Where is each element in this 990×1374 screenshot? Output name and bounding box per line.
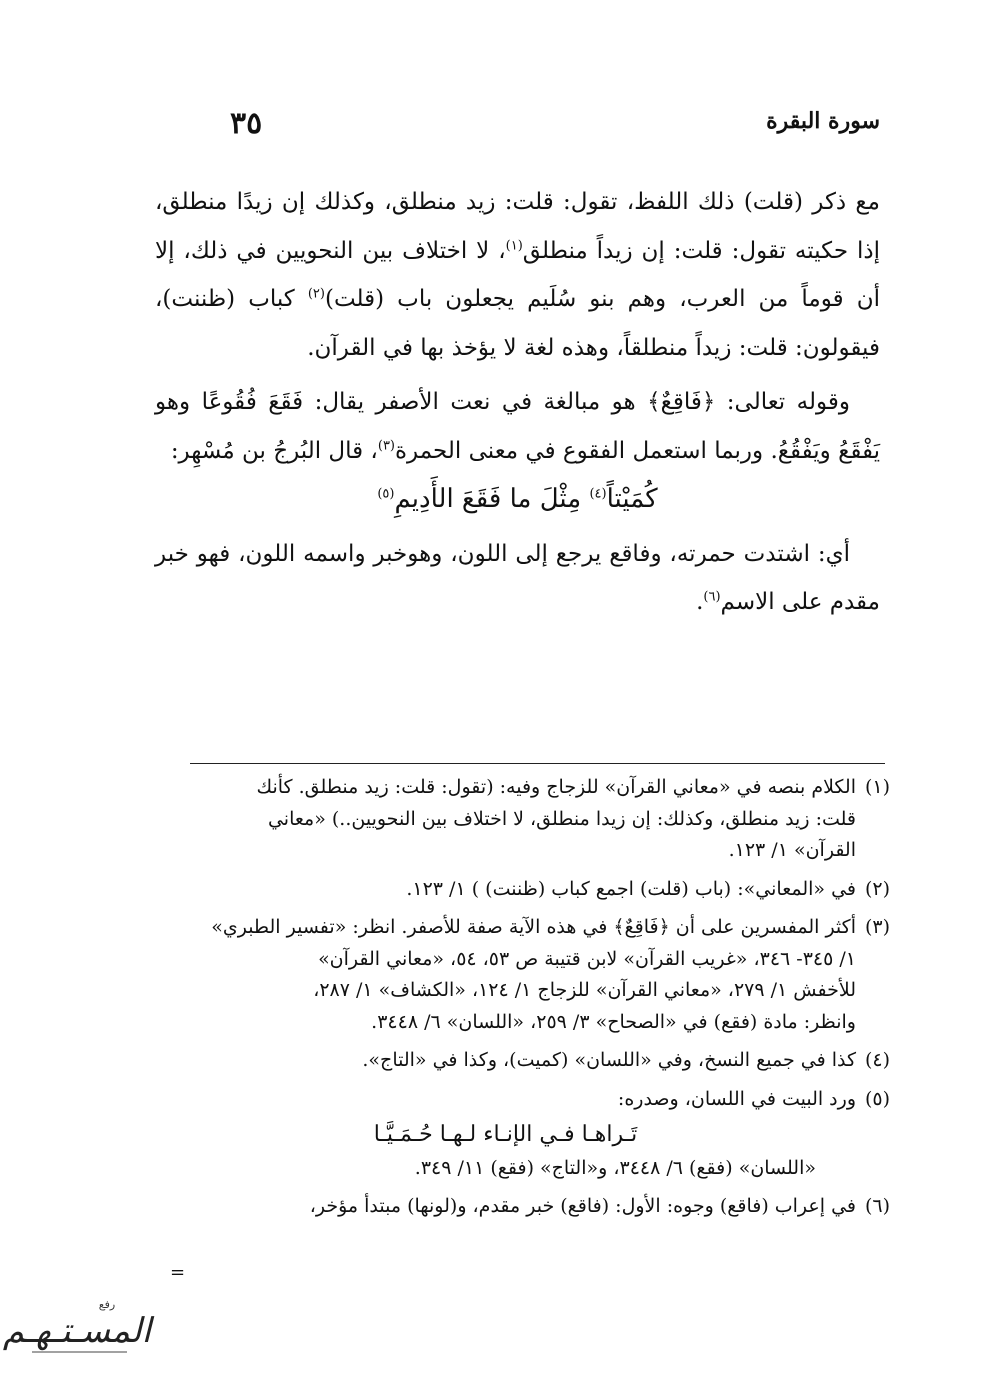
footnote-number: (٢) — [864, 877, 890, 900]
footnote-line: في إعراب (فاقع) وجوه: الأول: (فاقع) خبر مقدم، و(لونها) مبتدأ مؤخر، — [309, 1195, 856, 1217]
footnote-number: (١) — [864, 776, 890, 798]
footnote-line: في «المعاني»: (باب (قلت) اجمع كباب (ظننت) ) ١/ ١٢٣. — [406, 877, 856, 900]
footnote-text — [155, 874, 856, 906]
footnote-line: للأخفش ١/ ٢٧٩، «معاني القرآن» للزجاج ١/ ١٢٤، «الكشاف» ١/ ٢٨٧، — [313, 979, 856, 1001]
paragraph-1-part-3: كباب (ظننت)، فيقولون: قلت: زيداً منطلقاً، وهذه لغة لا يؤخذ بها في القرآن. — [155, 286, 880, 361]
footnote-citation: «اللسان» (فقع) ٦/ ٣٤٤٨، و«التاج» (فقع) ١١/ ٣٤٩. — [414, 1156, 816, 1179]
footnote-verse: تَـراهـا فـي الإنـاء لـهـا حُـمَـيَّـا — [373, 1122, 638, 1147]
footnote-number: (٦) — [864, 1195, 890, 1217]
footnote-ref-3: (٣) — [377, 437, 395, 453]
footnote-line: كذا في جميع النسخ، وفي «اللسان» (كميت)، وكذا في «التاج». — [362, 1049, 856, 1071]
stamp-caption: رفع — [98, 1298, 116, 1311]
paragraph-1 — [155, 178, 880, 372]
footnote-text — [155, 1045, 856, 1077]
paragraph-3-part-1: أي: اشتدت حمرته، وفاقع يرجع إلى اللون، وهوخبر واسمه اللون، فهو خبر مقدم على الاسم — [155, 540, 880, 615]
footnote-line: وانظر: مادة (فقع) في «الصحاح» ٣/ ٢٥٩، «اللسان» ٦/ ٣٤٤٨. — [371, 1010, 856, 1033]
footnote-number: (٣) — [864, 916, 890, 938]
footnote-separator — [190, 763, 885, 764]
footnote-ref-5: (٥) — [377, 486, 395, 502]
footnote-text — [155, 1191, 856, 1223]
continuation-mark: = — [170, 1262, 186, 1283]
footnote-number: (٥) — [864, 1087, 890, 1110]
stamp-calligraphy: المسـتـهـم — [2, 1311, 152, 1351]
footnote-ref-4: (٤) — [589, 486, 607, 502]
footnote-4 — [155, 1045, 890, 1077]
paragraph-2 — [155, 378, 880, 475]
footnote-number: (٤) — [864, 1049, 890, 1071]
paragraph-2-part-2: ، قال البُرجُ بن مُسْهِر: — [170, 437, 378, 464]
footnote-ref-2: (٢) — [307, 286, 325, 302]
paragraph-2-part-1: وقوله تعالى: ﴿فَاقِعٌ﴾ هو مبالغة في نعت الأصفر يقال: فَقَعَ فُقُوعًا وهو يَفْقَعُ ويَفْقُعُ. وربما استعمل الفقوع في معنى الحمرة — [155, 389, 880, 464]
running-head: سورة البقرة — [766, 108, 880, 134]
poetry-verse — [155, 475, 880, 524]
footnote-text — [155, 1084, 856, 1185]
footnote-1 — [155, 772, 890, 867]
paragraph-3 — [155, 530, 880, 627]
footnote-line: قلت: زيد منطلق، وكذلك: إن زيدا منطلق، لا اختلاف بين النحويين..) «معاني — [267, 807, 856, 830]
paragraph-1-part-2: ، لا اختلاف بين النحويين في ذلك، إلا أن قوماً من العرب، وهم بنو سُلَيم يجعلون باب (قلت) — [155, 237, 880, 312]
verse-part-2: مِثْلَ ما فَقَعَ الأَدِيمِ — [394, 484, 590, 514]
footnote-text — [155, 912, 856, 1038]
verse-part-1: كُمَيْتاً — [606, 484, 658, 514]
footnote-5 — [155, 1084, 890, 1185]
footnote-6 — [155, 1191, 890, 1223]
footnote-line: ١/ ٣٤٥- ٣٤٦، «غريب القرآن» لابن قتيبة ص ٥٣، ٥٤، «معاني القرآن» — [318, 947, 856, 970]
footnote-line: القرآن» ١/ ١٢٣. — [728, 839, 856, 861]
page-header — [190, 108, 880, 156]
footnotes — [155, 772, 890, 1230]
footnote-line: ورد البيت في اللسان، وصدره: — [617, 1087, 856, 1110]
footnote-3 — [155, 912, 890, 1038]
footnote-ref-1: (١) — [505, 237, 523, 253]
footnote-text — [155, 772, 856, 867]
footnote-2 — [155, 874, 890, 906]
footnote-line: الكلام بنصه في «معاني القرآن» للزجاج وفيه: (تقول: قلت: زيد منطلق. كأنك — [256, 776, 856, 798]
paragraph-3-part-2: . — [696, 589, 704, 615]
footnote-line: أكثر المفسرين على أن ﴿فَاقِعٌ﴾ في هذه الآية صفة للأصفر. انظر: «تفسير الطبري» — [211, 916, 856, 938]
paragraph-1-part-1: مع ذكر (قلت) ذلك اللفظ، تقول: قلت: زيد منطلق، وكذلك إن زيدًا منطلق، إذا حكيته تقول: قلت: إن زيداً منطلق — [155, 189, 880, 264]
page-number: ٣٥ — [230, 106, 263, 141]
footnote-ref-6: (٦) — [703, 589, 721, 605]
library-stamp-logo — [2, 1290, 152, 1370]
main-text — [155, 178, 880, 627]
